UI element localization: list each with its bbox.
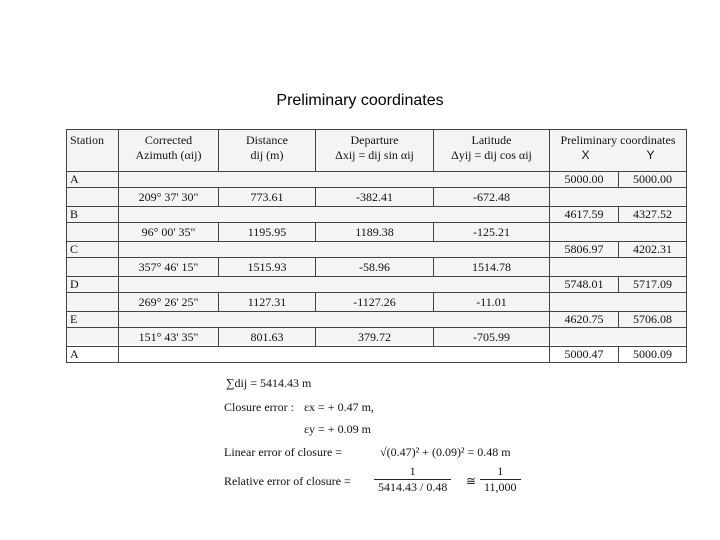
station-row: D 5748.01 5717.09 bbox=[67, 277, 687, 293]
station-row: A 5000.00 5000.00 bbox=[67, 172, 687, 188]
relative-error-fraction: $\frac{1}{5414.43 / 0.48}$ bbox=[374, 464, 451, 495]
relative-error-label: Relative error of closure = bbox=[224, 474, 351, 488]
leg-row: 209° 37' 30" 773.61 -382.41 -672.48 bbox=[67, 188, 687, 207]
relative-error-result: $\frac{1}{11,000}$ bbox=[480, 464, 521, 495]
traverse-table-container bbox=[66, 129, 686, 361]
header-row bbox=[67, 130, 687, 172]
header-departure: Departure Δxij = dij sin αij bbox=[316, 130, 434, 172]
linear-error-expression: √(0.47)² + (0.09)² = 0.48 m bbox=[380, 445, 511, 459]
linear-error-label: Linear error of closure = bbox=[224, 445, 343, 459]
station-row: A 5000.47 5000.09 bbox=[67, 347, 687, 363]
traverse-table bbox=[66, 129, 687, 363]
station-row: E 4620.75 5706.08 bbox=[67, 312, 687, 328]
leg-row: 96° 00' 35" 1195.95 1189.38 -125.21 bbox=[67, 223, 687, 242]
leg-row: 151° 43' 35" 801.63 379.72 -705.99 bbox=[67, 328, 687, 347]
header-station: Station bbox=[67, 130, 119, 172]
leg-row: 269° 26' 25" 1127.31 -1127.26 -11.01 bbox=[67, 293, 687, 312]
sum-of-distances: ∑dij = 5414.43 m bbox=[226, 376, 312, 390]
header-distance: Distance dij (m) bbox=[219, 130, 316, 172]
epsilon-x: εx = + 0.47 m, bbox=[304, 400, 374, 414]
header-x: X bbox=[581, 148, 590, 162]
header-azimuth: Corrected Azimuth (αij) bbox=[119, 130, 219, 172]
approx-sign: ≅ bbox=[466, 474, 477, 488]
header-latitude: Latitude Δyij = dij cos αij bbox=[434, 130, 550, 172]
page-title: Preliminary coordinates bbox=[276, 92, 444, 109]
station-row: C 5806.97 4202.31 bbox=[67, 242, 687, 258]
header-y: Y bbox=[646, 148, 655, 162]
leg-row: 357° 46' 15" 1515.93 -58.96 1514.78 bbox=[67, 258, 687, 277]
epsilon-y: εy = + 0.09 m bbox=[304, 422, 371, 436]
closure-error-label: Closure error : bbox=[224, 400, 294, 414]
header-preliminary-coordinates: Preliminary coordinates X Y bbox=[550, 130, 687, 172]
station-row: B 4617.59 4327.52 bbox=[67, 207, 687, 223]
